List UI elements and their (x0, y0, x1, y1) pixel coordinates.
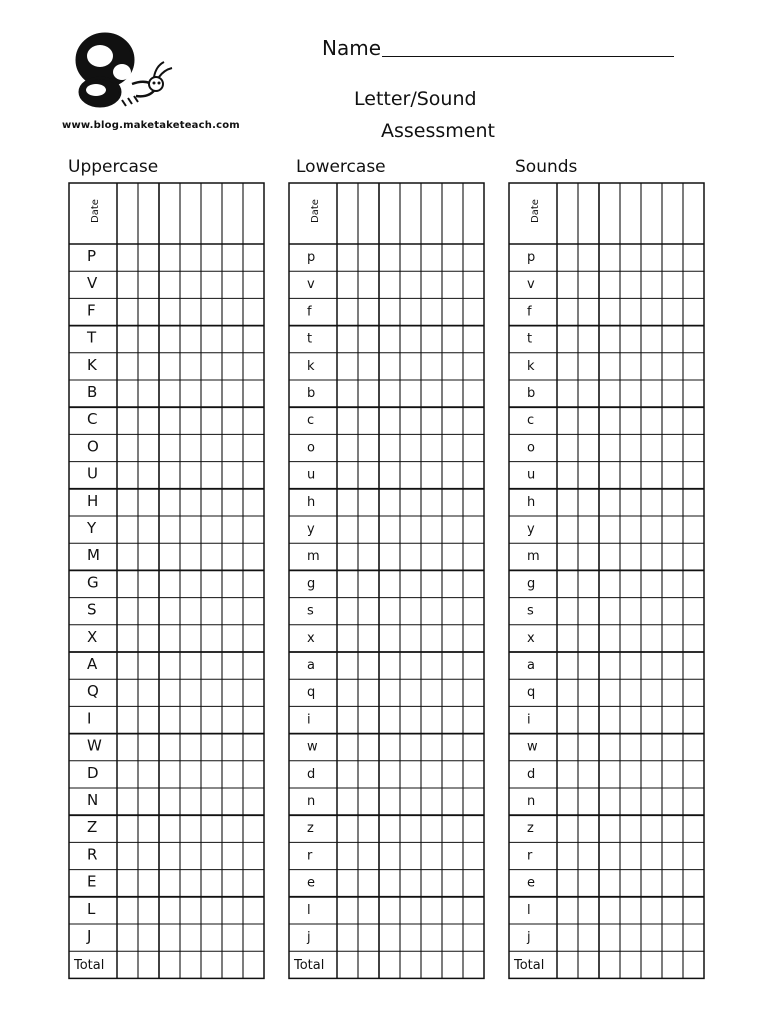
letter-cell: y (307, 522, 315, 537)
letter-cell: z (527, 821, 534, 837)
letter-cell: m (307, 549, 320, 565)
letter-cell: k (527, 358, 535, 374)
page-title: Letter/Sound (354, 88, 477, 110)
letter-cell: o (307, 440, 315, 456)
letter-cell: l (527, 902, 531, 918)
letter-cell: U (87, 464, 98, 483)
letter-cell: s (527, 603, 534, 619)
letter-cell: O (87, 437, 99, 456)
letter-cell: a (527, 658, 535, 673)
letter-cell: m (527, 549, 540, 565)
letter-cell: T (87, 328, 97, 347)
letter-cell: H (87, 491, 99, 510)
letter-cell: z (307, 821, 314, 837)
section-title-lowercase: Lowercase (296, 157, 386, 177)
letter-cell: r (307, 848, 313, 864)
letter-cell: i (527, 712, 531, 728)
letter-cell: e (307, 875, 315, 891)
letter-cell: F (87, 301, 96, 320)
letter-cell: J (87, 927, 92, 945)
letter-cell: n (307, 794, 316, 809)
letter-cell: M (87, 546, 100, 565)
letter-cell: S (87, 600, 97, 619)
letter-cell: W (87, 736, 102, 755)
letter-cell: x (527, 630, 535, 646)
letter-cell: c (527, 413, 535, 429)
letter-cell: Z (87, 818, 98, 837)
letter-cell: n (527, 794, 536, 809)
letter-cell: v (307, 277, 315, 293)
letter-cell: w (527, 739, 538, 755)
letter-cell: R (87, 845, 98, 864)
letter-cell: f (307, 304, 312, 320)
letter-cell: j (307, 930, 311, 945)
letter-cell: h (307, 494, 316, 510)
letter-cell: q (527, 685, 536, 701)
letter-cell: o (527, 440, 535, 456)
letter-cell: j (527, 930, 531, 945)
letter-cell: w (307, 739, 318, 755)
letter-cell: e (527, 875, 535, 891)
letter-cell: I (87, 709, 92, 728)
letter-cell: E (87, 872, 97, 891)
letter-cell: A (87, 655, 98, 673)
total-label: Total (74, 958, 105, 974)
letter-cell: v (527, 277, 535, 293)
date-label: Date (310, 199, 321, 223)
letter-cell: N (87, 791, 99, 809)
letter-cell: Y (87, 519, 97, 537)
letter-cell: k (307, 358, 315, 374)
letter-cell: P (87, 247, 97, 265)
letter-cell: a (307, 658, 315, 673)
letter-cell: b (527, 386, 536, 401)
letter-cell: d (527, 766, 536, 782)
letter-cell: b (307, 386, 316, 401)
letter-cell: u (307, 467, 316, 483)
letter-cell: u (527, 467, 536, 483)
letter-cell: B (87, 383, 98, 401)
letter-cell: X (87, 627, 98, 646)
letter-cell: h (527, 494, 536, 510)
letter-cell: d (307, 766, 316, 782)
letter-cell: p (527, 250, 536, 265)
section-title-sounds: Sounds (515, 157, 578, 177)
letter-cell: g (527, 576, 536, 592)
letter-cell: f (527, 304, 532, 320)
page-subtitle: Assessment (381, 120, 495, 142)
letter-cell: l (307, 902, 311, 918)
section-title-uppercase: Uppercase (68, 157, 159, 177)
letter-cell: G (87, 573, 99, 592)
letter-cell: D (87, 763, 99, 782)
letter-cell: s (307, 603, 314, 619)
letter-cell: p (307, 250, 316, 265)
letter-cell: t (527, 331, 533, 347)
total-label: Total (294, 958, 325, 974)
letter-cell: i (307, 712, 311, 728)
date-label: Date (90, 199, 101, 223)
letter-cell: x (307, 630, 315, 646)
name-label: Name (322, 36, 382, 60)
letter-cell: V (87, 274, 98, 293)
letter-cell: L (87, 899, 96, 918)
letter-cell: C (87, 410, 98, 429)
grid-sounds (509, 183, 704, 978)
date-label: Date (530, 199, 541, 223)
letter-cell: q (307, 685, 316, 701)
letter-cell: c (307, 413, 315, 429)
website-url: www.blog.maketaketeach.com (62, 120, 240, 131)
letter-cell: r (527, 848, 533, 864)
total-label: Total (514, 958, 545, 974)
letter-cell: Q (87, 682, 99, 701)
letter-cell: g (307, 576, 316, 592)
letter-cell: K (87, 355, 97, 374)
letter-cell: t (307, 331, 313, 347)
grid-lowercase (289, 183, 484, 978)
letter-cell: y (527, 522, 535, 537)
